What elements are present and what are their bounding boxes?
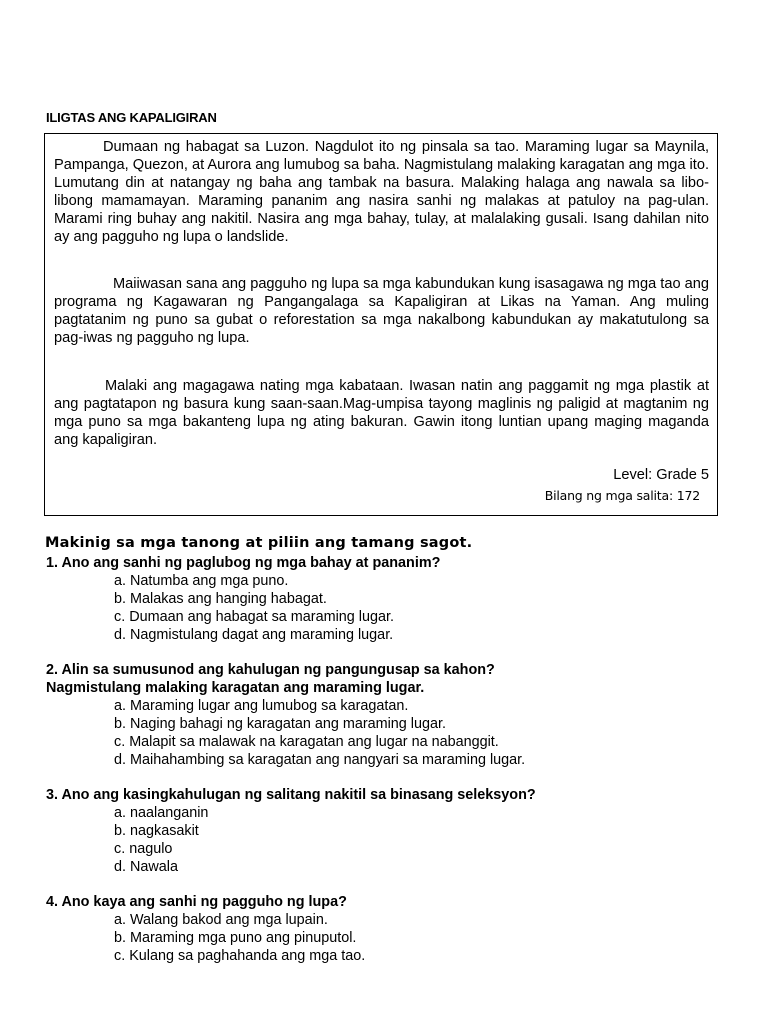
option-b: b. nagkasakit bbox=[114, 823, 199, 839]
option-b: b. Naging bahagi ng karagatan ang maraming lugar. bbox=[114, 716, 447, 732]
option-a: a. Walang bakod ang mga lupain. bbox=[114, 912, 328, 928]
question-4 bbox=[46, 893, 365, 965]
question-2 bbox=[46, 661, 525, 769]
question-text: 4. Ano kaya ang sanhi ng pagguho ng lupa? bbox=[46, 894, 347, 910]
grade-level: Level: Grade 5 bbox=[613, 467, 709, 483]
option-c: c. nagulo bbox=[114, 841, 173, 857]
word-count: Bilang ng mga salita: 172 bbox=[544, 488, 700, 503]
question-text: 2. Alin sa sumusunod ang kahulugan ng pangungusap sa kahon? bbox=[46, 662, 495, 678]
instructions: Makinig sa mga tanong at piliin ang tamang sagot. bbox=[45, 535, 473, 551]
option-d: d. Nawala bbox=[114, 859, 178, 875]
option-a: a. Maraming lugar ang lumubog sa karagatan. bbox=[114, 698, 409, 714]
option-d: d. Nagmistulang dagat ang maraming lugar. bbox=[114, 627, 394, 643]
option-d: d. Maihahambing sa karagatan ang nangyari sa maraming lugar. bbox=[114, 752, 526, 768]
passage-box bbox=[44, 133, 718, 516]
question-1 bbox=[46, 554, 440, 644]
passage-paragraph-1: Dumaan ng habagat sa Luzon. Nagdulot ito ng pinsala sa tao. Maraming lugar sa Maynila, Pampanga, Quezon, at Aurora ang lumubog sa baha. Nagmistulang malaking karagatan ang mga ito. Lumutang din at natangay ng baha ang tambak na basura. Malaking halaga ang nawala sa libo-libong mamamayan. Maraming pananim ang nasira sanhi ng malakas at patuloy na pag-ulan. Marami ring buhay ang nakitil. Nasira ang mga bahay, tulay, at malalaking gusali. Isang dahilan nito ay ang pagguho ng lupa o landslide. bbox=[54, 139, 709, 246]
option-a: a. naalanganin bbox=[114, 805, 209, 821]
option-b: b. Maraming mga puno ang pinuputol. bbox=[114, 930, 357, 946]
option-c: c. Dumaan ang habagat sa maraming lugar. bbox=[114, 609, 394, 625]
passage-paragraph-3: Malaki ang magagawa nating mga kabataan. Iwasan natin ang paggamit ng mga plastik at ang pagtatapon ng basura kung saan-saan.Mag-umpisa tayong maglinis ng paligid at magtanim ng mga puno sa mga bakanteng lupa ng ating bakuran. Gawin itong luntian upang maging maganda ang kapaligiran. bbox=[54, 378, 709, 449]
question-3 bbox=[46, 786, 536, 876]
option-c: c. Malapit sa malawak na karagatan ang lugar na nabanggit. bbox=[114, 734, 499, 750]
question-text: 3. Ano ang kasingkahulugan ng salitang nakitil sa binasang seleksyon? bbox=[46, 787, 536, 803]
option-b: b. Malakas ang hanging habagat. bbox=[114, 591, 327, 607]
question-quoted-sentence: Nagmistulang malaking karagatan ang maraming lugar. bbox=[46, 680, 425, 696]
option-c: c. Kulang sa paghahanda ang mga tao. bbox=[114, 948, 366, 964]
question-text: 1. Ano ang sanhi ng paglubog ng mga bahay at pananim? bbox=[46, 555, 441, 571]
page-title: ILIGTAS ANG KAPALIGIRAN bbox=[46, 110, 217, 125]
passage-paragraph-2: Maiiwasan sana ang pagguho ng lupa sa mga kabundukan kung isasagawa ng mga tao ang programa ng Kagawaran ng Pangangalaga sa Kapaligiran at Likas na Yaman. Ang muling pagtatanim ng puno sa gubat o reforestation sa mga nakalbong kabundukan ay makatutulong sa pag-iwas ng pagguho ng lupa. bbox=[54, 276, 709, 347]
option-a: a. Natumba ang mga puno. bbox=[114, 573, 289, 589]
